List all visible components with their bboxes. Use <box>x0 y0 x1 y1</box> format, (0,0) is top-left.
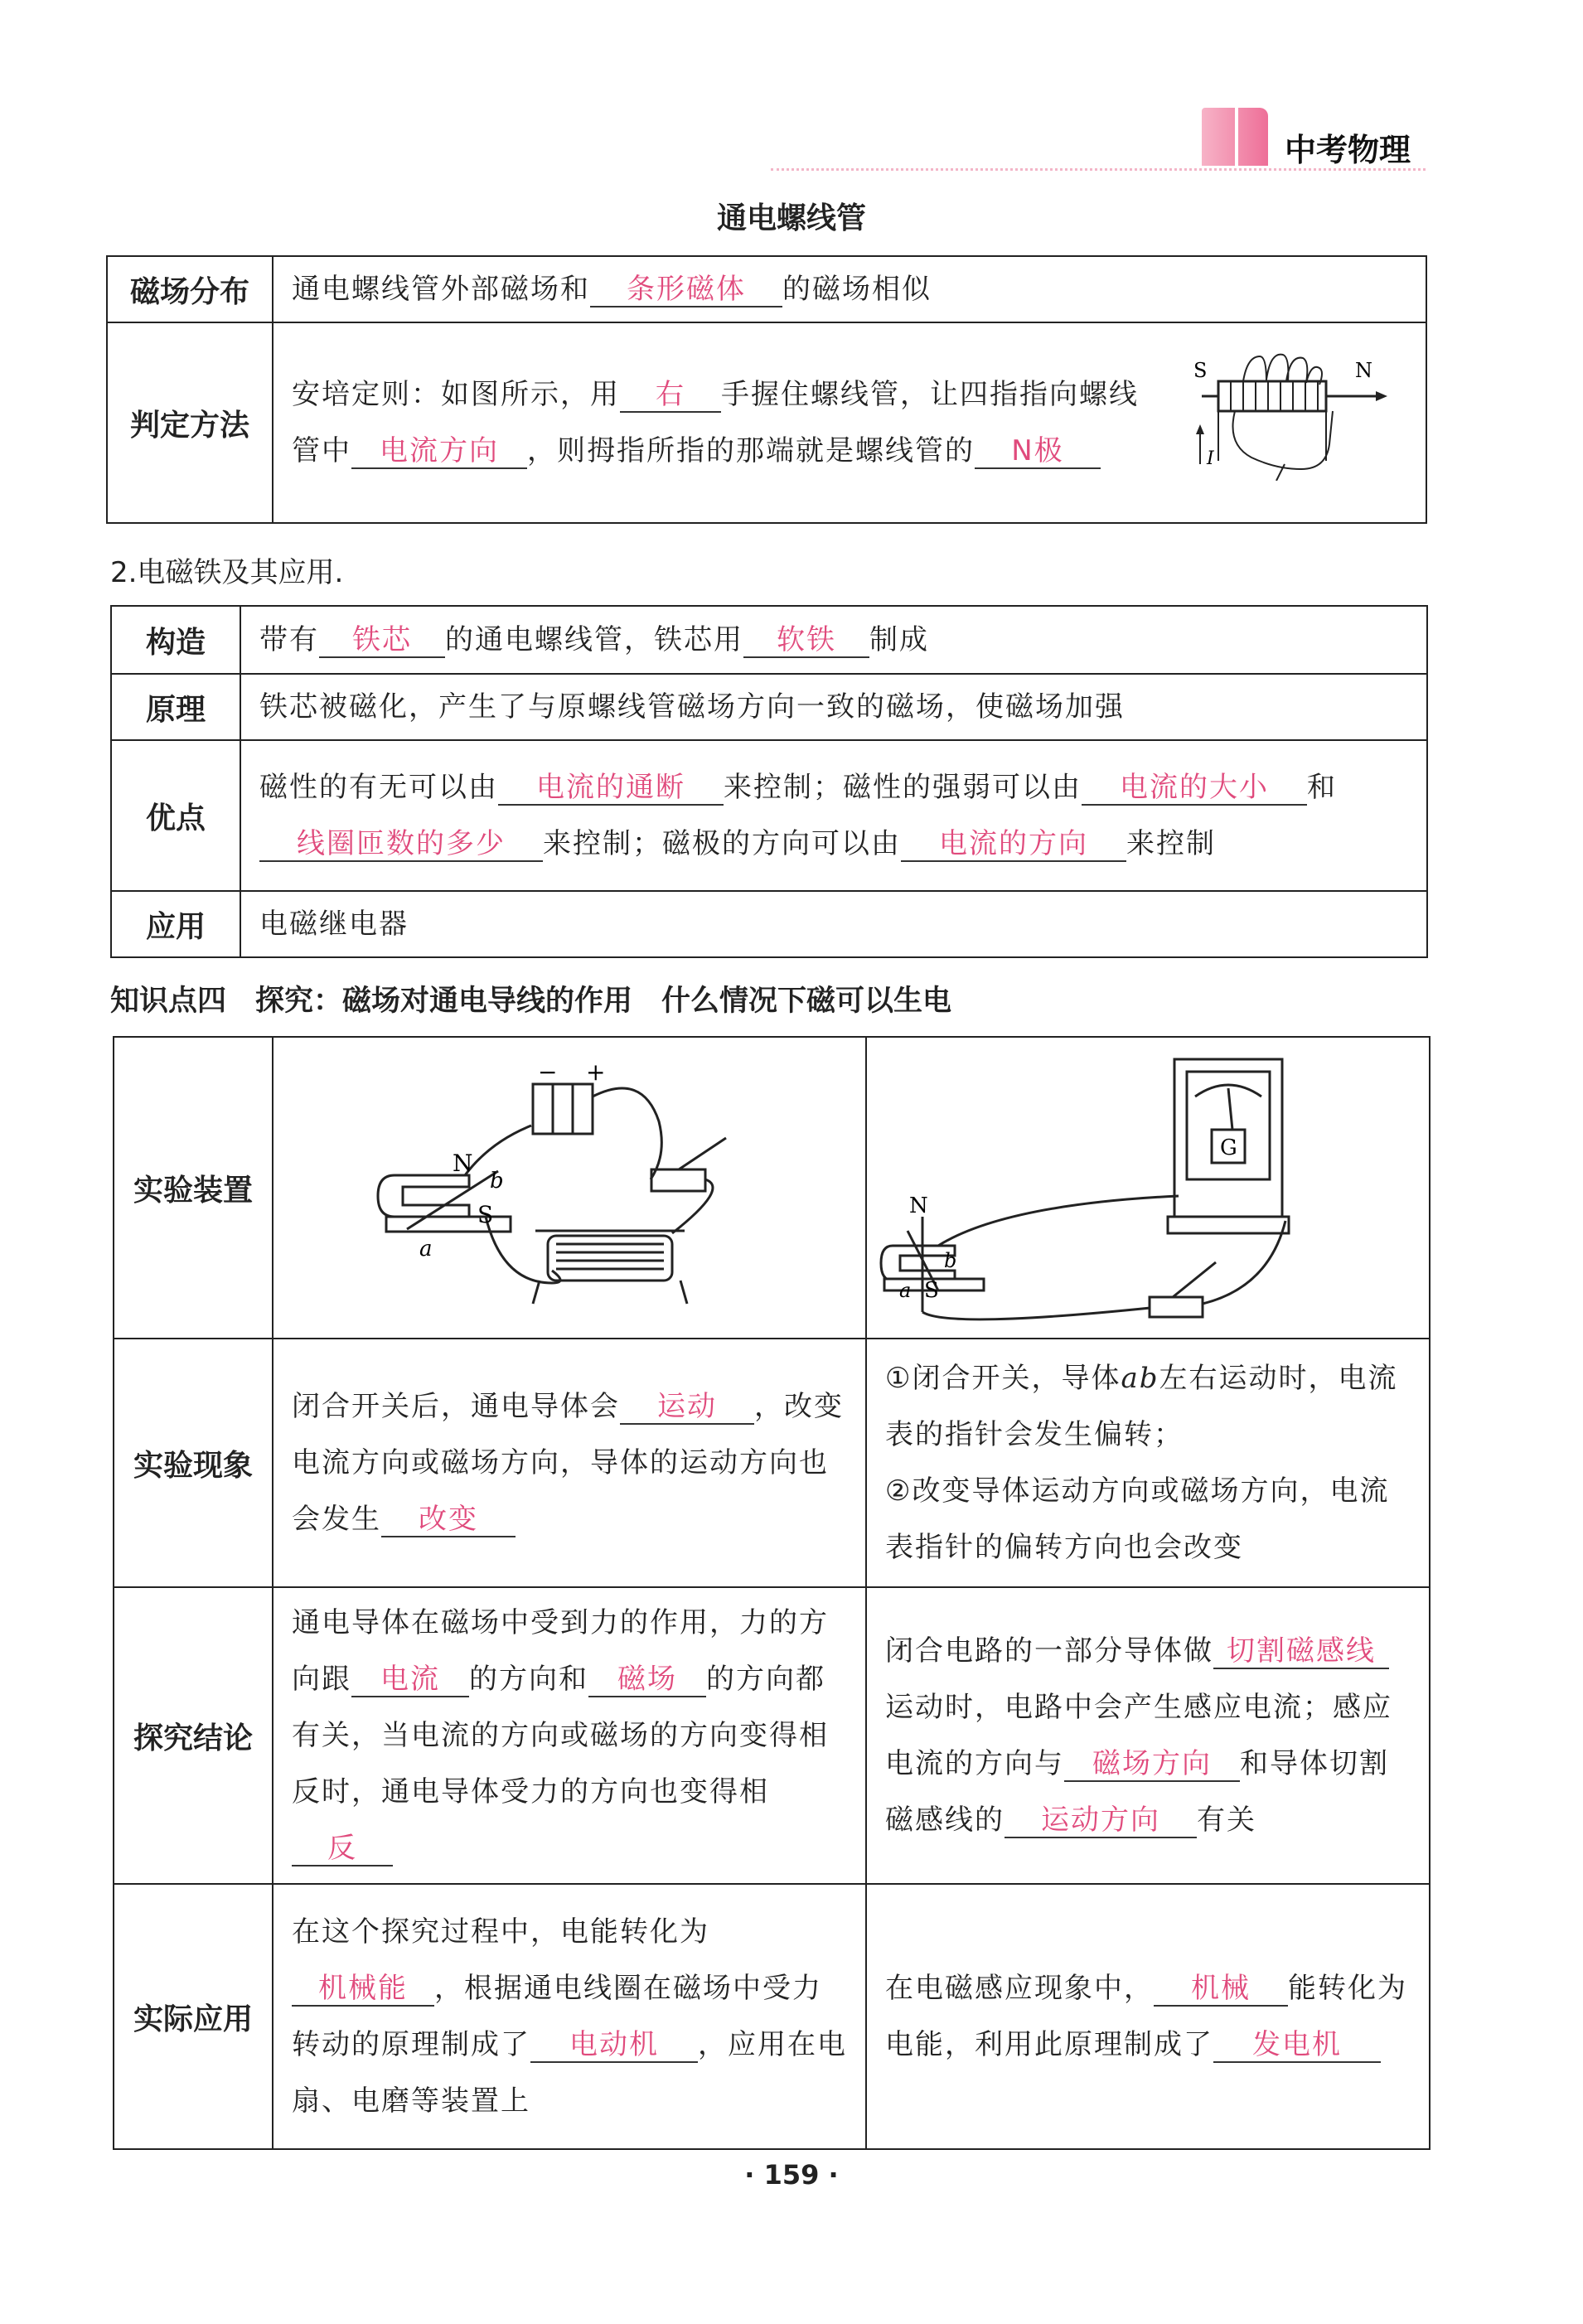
motor-phenomenon <box>273 1339 866 1587</box>
row-content: 铁芯被磁化，产生了与原螺线管磁场方向一致的磁场，使磁场加强 <box>240 674 1427 740</box>
text: 的方向和 <box>469 1663 588 1696</box>
row-label: 构造 <box>111 606 240 674</box>
text: ，根据通电线圈在磁场中受力转动的原理制成了 <box>292 1972 822 2061</box>
text: 手握住螺线管，让四指指向螺线管中 <box>292 378 1139 467</box>
text: 在这个探究过程中，电能转化为 <box>292 1915 709 1949</box>
generator-application <box>866 1884 1430 2149</box>
text: 来控制；磁性的强弱可以由 <box>724 771 1082 804</box>
magnet-n-label: N <box>909 1193 928 1218</box>
row-label: 磁场分布 <box>107 256 273 322</box>
conductor-b-label: b <box>490 1169 504 1193</box>
text: 能转化为电能，利用此原理制成了 <box>885 1972 1407 2061</box>
answer-blank: 软铁 <box>743 624 869 658</box>
text: 来控制；磁极的方向可以由 <box>543 827 901 860</box>
text: 有关 <box>1197 1804 1256 1837</box>
row-content <box>273 322 1426 523</box>
row-label: 实际应用 <box>114 1884 273 2149</box>
table-row <box>107 256 1426 322</box>
answer-blank: 改变 <box>381 1503 516 1537</box>
text: 通电螺线管外部磁场和 <box>292 273 590 306</box>
south-pole-label: S <box>1193 359 1209 382</box>
table-row <box>107 322 1426 523</box>
experiment-table <box>113 1036 1431 2150</box>
magnet-s-label: S <box>477 1201 494 1228</box>
generator-conclusion <box>866 1587 1430 1884</box>
knowledge-point-heading: 知识点四 探究：磁场对通电导线的作用 什么情况下磁可以生电 <box>110 985 952 1018</box>
solenoid-table <box>106 255 1427 524</box>
text: 和导体切割磁感线的 <box>885 1747 1389 1837</box>
text: ，改变电流方向或磁场方向，导体的运动方向也会发生 <box>292 1390 844 1536</box>
answer-blank: 运动方向 <box>1005 1804 1197 1838</box>
table-row <box>114 1884 1430 2149</box>
table-row <box>111 606 1427 674</box>
text: 通电导体在磁场中受到力的作用，力的方向跟 <box>292 1606 829 1696</box>
table-row <box>114 1037 1430 1339</box>
row-content <box>240 740 1427 891</box>
generator-phenomenon <box>866 1339 1430 1587</box>
row-label: 实验装置 <box>114 1037 273 1339</box>
table-row <box>111 674 1427 740</box>
text: 的磁场相似 <box>782 273 932 306</box>
motor-experiment-figure <box>274 1039 864 1334</box>
text: 左右运动时，电流表的指针会发生偏转； <box>885 1362 1398 1451</box>
row-label: 判定方法 <box>107 322 273 523</box>
text: 来控制 <box>1126 827 1216 860</box>
text: 磁性的有无可以由 <box>259 771 498 804</box>
row-label: 实验现象 <box>114 1339 273 1587</box>
text: 的方向都有关，当电流的方向或磁场的方向变得相反时，通电导体受力的方向也变得相 <box>292 1663 829 1808</box>
row-content <box>240 606 1427 674</box>
text: 和 <box>1307 771 1337 804</box>
motor-conclusion <box>273 1587 866 1884</box>
galvanometer-g-label: G <box>1220 1135 1237 1160</box>
text: 运动时，电路中会产生感应电流；感应电流的方向与 <box>885 1691 1392 1780</box>
right-hand-rule-figure <box>1185 340 1392 481</box>
electromagnet-heading: 2.电磁铁及其应用. <box>110 556 344 589</box>
answer-blank: 发电机 <box>1213 2029 1381 2063</box>
page-number: · 159 · <box>744 2159 839 2191</box>
text: 制成 <box>869 623 929 656</box>
motor-application <box>273 1884 866 2149</box>
electromagnet-table <box>110 605 1428 958</box>
row-label: 优点 <box>111 740 240 891</box>
answer-blank: 磁场 <box>588 1663 706 1697</box>
answer-blank: 铁芯 <box>319 624 445 658</box>
table-row <box>111 740 1427 891</box>
answer-blank: N极 <box>975 435 1101 469</box>
text: 的通电螺线管，铁芯用 <box>445 623 743 656</box>
row-label: 原理 <box>111 674 240 740</box>
conductor-b-label: b <box>944 1249 957 1272</box>
text: 闭合电路的一部分导体做 <box>885 1634 1213 1668</box>
answer-blank: 电流的通断 <box>498 772 724 806</box>
conductor-ab: ab <box>1121 1362 1159 1395</box>
text: 在电磁感应现象中， <box>885 1972 1154 2005</box>
battery-plus-label: + <box>586 1058 606 1086</box>
answer-blank: 电流的方向 <box>901 828 1126 862</box>
table-row <box>114 1587 1430 1884</box>
answer-blank: 线圈匝数的多少 <box>259 828 543 862</box>
answer-blank: 磁场方向 <box>1064 1748 1240 1782</box>
answer-blank: 条形磁体 <box>590 274 782 307</box>
answer-blank: 反 <box>292 1833 393 1866</box>
row-text <box>292 366 1154 479</box>
row-content <box>273 256 1426 322</box>
text: 安培定则：如图所示，用 <box>292 378 620 411</box>
text: ①闭合开关，导体 <box>885 1362 1121 1395</box>
conductor-a-label: a <box>899 1279 912 1302</box>
text: ，则拇指所指的那端就是螺线管的 <box>527 434 975 467</box>
section-title-solenoid: 通电螺线管 <box>716 201 866 235</box>
table-row <box>111 891 1427 957</box>
conductor-a-label: a <box>419 1237 433 1261</box>
text: ②改变导体运动方向或磁场方向，电流表指针的偏转方向也会改变 <box>885 1474 1390 1564</box>
answer-blank: 机械能 <box>292 1973 434 2007</box>
row-label: 应用 <box>111 891 240 957</box>
north-pole-label: N <box>1355 359 1374 382</box>
generator-apparatus-cell <box>866 1037 1430 1339</box>
row-label: 探究结论 <box>114 1587 273 1884</box>
magnet-s-label: S <box>924 1278 939 1303</box>
magnet-n-label: N <box>453 1150 473 1177</box>
answer-blank: 电流的大小 <box>1082 772 1307 806</box>
answer-blank: 电流 <box>351 1663 469 1697</box>
battery-minus-label: − <box>538 1058 558 1086</box>
answer-blank: 切割磁感线 <box>1213 1635 1389 1669</box>
answer-blank: 右 <box>620 379 721 413</box>
text: 闭合开关后，通电导体会 <box>292 1390 620 1423</box>
answer-blank: 电动机 <box>530 2029 698 2063</box>
book-icon <box>1202 108 1268 166</box>
answer-blank: 机械 <box>1154 1973 1288 2007</box>
current-label: I <box>1207 448 1216 469</box>
motor-apparatus-cell <box>273 1037 866 1339</box>
header-subject: 中考物理 <box>1285 132 1411 168</box>
text: ，应用在电扇、电磨等装置上 <box>292 2028 847 2118</box>
answer-blank: 电流方向 <box>351 435 527 469</box>
text: 带有 <box>259 623 319 656</box>
answer-blank: 运动 <box>620 1391 754 1425</box>
generator-experiment-figure <box>868 1039 1428 1334</box>
row-content: 电磁继电器 <box>240 891 1427 957</box>
table-row <box>114 1339 1430 1587</box>
